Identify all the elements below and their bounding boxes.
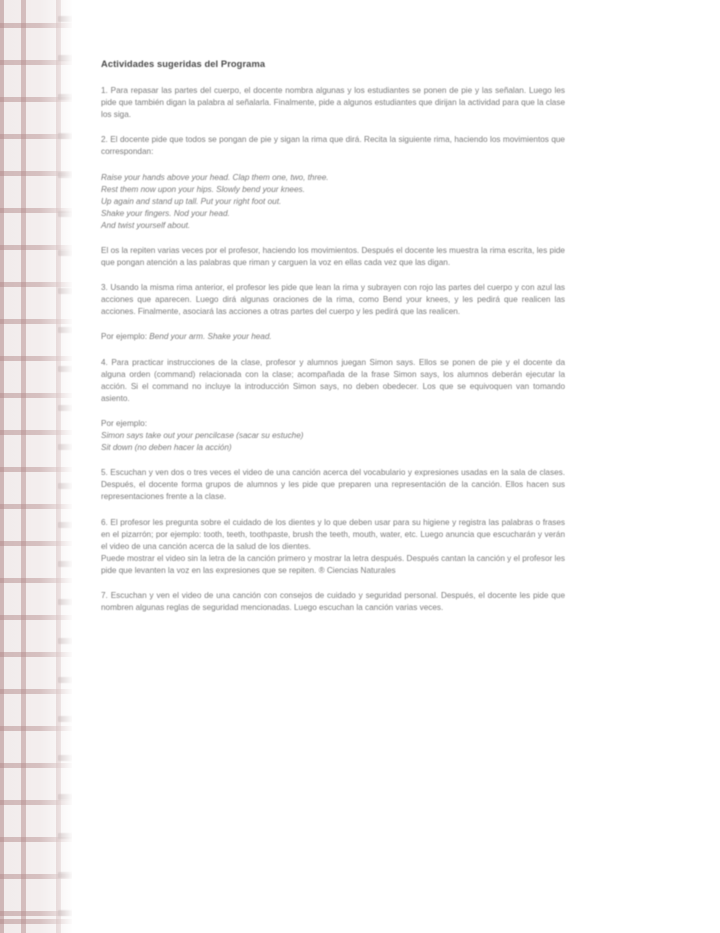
rhyme-verse	[101, 172, 565, 232]
paragraph-activity-7: 7. Escuchan y ven el video de una canción con consejos de cuidado y seguridad personal. Después, el docente les pide que nombren algunas reglas de seguridad mencionadas. Luego escuchan la canción varias veces.	[101, 590, 565, 613]
activity-6-line: Puede mostrar el video sin la letra de la canción primero y mostrar la letra después. Después cantan la canción y el profesor les pide que levanten la voz en las expresiones que se repiten. ® Ciencias Naturales	[101, 553, 565, 575]
example-label: Por ejemplo:	[101, 332, 147, 342]
activity-6-line: 6. El profesor les pregunta sobre el cuidado de los dientes y lo que deben usar para su higiene y registra las palabras o frases en el pizarrón; por ejemplo: tooth, teeth, toothpaste, brush the teeth, mouth, water, etc. Luego anuncia que escucharán y verán el video de una canción acerca de la salud de los dientes.	[101, 517, 565, 551]
rhyme-line: Raise your hands above your head. Clap them one, two, three.	[101, 172, 329, 182]
paragraph-activity-2: 2. El docente pide que todos se pongan de pie y sigan la rima que dirá. Recita la siguiente rima, haciendo los movimientos que correspondan:	[101, 135, 565, 157]
rhyme-line: Up again and stand up tall. Put your right foot out.	[101, 196, 282, 206]
paragraph-activity-6	[101, 517, 565, 577]
notebook-grid-border	[0, 0, 72, 933]
example-bend-shake	[101, 331, 565, 343]
paragraph-rhyme-practice: El os la repiten varias veces por el profesor, haciendo los movimientos. Después el docente les muestra la rima escrita, les pide que pongan atención a las palabras que riman y carguen la voz en ellas cada vez que las digan.	[101, 246, 565, 268]
paragraph-activity-1: 1. Para repasar las partes del cuerpo, el docente nombra algunas y los estudiantes se ponen de pie y las señalan. Luego les pide que también digan la palabra al señalarla. Finalmente, pide a algunos estudiantes que dirijan la actividad para que la clase los siga.	[101, 86, 565, 120]
rhyme-line: And twist yourself about.	[101, 220, 191, 230]
document-content	[101, 58, 565, 627]
example-text: Bend your arm. Shake your head.	[149, 332, 272, 342]
paragraph-activity-3: 3. Usando la misma rima anterior, el profesor les pide que lean la rima y subrayen con rojo las partes del cuerpo y con azul las acciones que aparecen. Luego dirá algunas oraciones de la rima, como Bend your knees, y les pedirá que realicen las acciones. Finalmente, asociará las acciones a otras partes del cuerpo y les pedirá que las realicen.	[101, 283, 565, 317]
example-simon-says	[101, 418, 565, 454]
paragraph-activity-4: 4. Para practicar instrucciones de la clase, profesor y alumnos juegan Simon says. Ellos se ponen de pie y el docente da alguna orden (command) relacionada con la clase; acompañada de la frase Simon says, los alumnos deberán ejecutar la acción. Si el command no incluye la introducción Simon says, no deben obedecer. Los que se equivoquen van tomando asiento.	[101, 357, 565, 403]
paragraph-activity-5: 5. Escuchan y ven dos o tres veces el video de una canción acerca del vocabulario y expresiones usadas en la sala de clases. Después, el docente forma grupos de alumnos y les pide que preparen una representación de la canción. Ellos hacen sus representaciones frente a la clase.	[101, 468, 565, 502]
example-line: Sit down (no deben hacer la acción)	[101, 443, 232, 453]
example-line: Simon says take out your pencilcase (sacar su estuche)	[101, 431, 304, 441]
rhyme-line: Rest them now upon your hips. Slowly bend your knees.	[101, 184, 305, 194]
example-label: Por ejemplo:	[101, 418, 147, 428]
document-page	[72, 0, 720, 933]
page-title: Actividades sugeridas del Programa	[101, 59, 266, 69]
rhyme-line: Shake your fingers. Nod your head.	[101, 208, 230, 218]
